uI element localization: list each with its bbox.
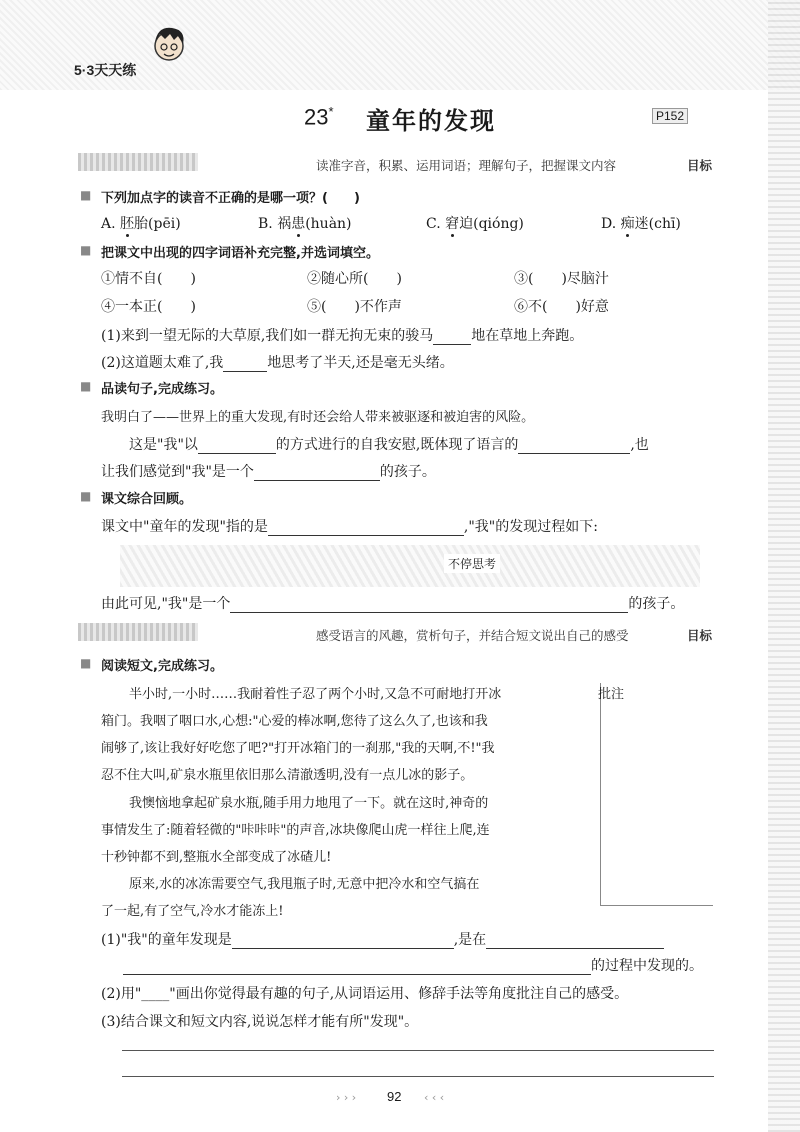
passage-line: 事情发生了:随着轻微的"咔咔咔"的声音,冰块像爬山虎一样往上爬,连: [101, 823, 490, 838]
q3-stem: 品读句子,完成练习。: [101, 382, 223, 397]
q5-marker: ■: [80, 656, 92, 670]
passage-line: 忍不住大叫,矿泉水瓶里依旧那么清澈透明,没有一点儿冰的影子。: [101, 768, 474, 783]
boy-mascot-icon: [148, 22, 190, 68]
q1-option-c: C. 窘迫(qióng): [426, 216, 524, 232]
footer-ornament-left: › › ›: [336, 1091, 357, 1104]
q2-s1-blank[interactable]: [433, 330, 471, 345]
section2-goal: 感受语言的风趣，赏析句子，并结合短文说出自己的感受: [316, 628, 629, 643]
q3-quote: 我明白了——世界上的重大发现,有时还会给人带来被驱逐和被迫害的风险。: [101, 410, 535, 425]
passage-line: 了一起,有了空气,冷水才能冻上!: [101, 904, 284, 919]
q4-blank-2[interactable]: [230, 598, 628, 613]
q1-marker: ■: [80, 188, 92, 202]
q3-blank-2[interactable]: [518, 439, 630, 454]
q3-line-2: 让我们感觉到"我"是一个 的孩子。: [101, 464, 436, 480]
process-flow-diagram: [120, 545, 700, 587]
passage-line: 箱门。我咽了咽口水,心想:"心爱的棒冰啊,您待了这么久了,也该和我: [101, 714, 488, 729]
answer-line[interactable]: [122, 1076, 714, 1077]
passage-line: 半小时,一小时……我耐着性子忍了两个小时,又急不可耐地打开冰: [129, 687, 502, 702]
section2-band: [78, 623, 198, 641]
q1-stem: 下列加点字的读音不正确的是哪一项？( ): [101, 191, 360, 206]
section1-goal: 读准字音，积累、运用词语；理解句子，把握课文内容: [316, 158, 617, 173]
page-title: 童年的发现: [366, 107, 496, 135]
q5-sub1-blank-3[interactable]: [123, 960, 591, 975]
page-number: 92: [387, 1089, 402, 1104]
lesson-number: 23*: [304, 104, 334, 130]
q2-marker: ■: [80, 243, 92, 257]
section1-goal-label: 目标: [687, 158, 713, 173]
q2-word-2: ②随心所( ): [307, 271, 402, 287]
q2-sentence-2: (2)这道题太难了,我 地思考了半天,还是毫无头绪。: [101, 355, 454, 371]
footer-ornament-right: ‹ ‹ ‹: [424, 1091, 445, 1104]
annotation-box[interactable]: [600, 683, 713, 906]
passage-line: 十秒钟都不到,整瓶水全部变成了冰碴儿!: [101, 850, 332, 865]
q1-option-b: B. 祸患(huàn): [258, 216, 352, 232]
flow-step-label: 不停思考: [444, 554, 500, 573]
section2-goal-label: 目标: [687, 628, 713, 643]
q2-word-4: ④一本正( ): [101, 299, 196, 315]
q4-stem: 课文综合回顾。: [101, 492, 193, 507]
q2-word-1: ①情不自( ): [101, 271, 196, 287]
q5-sub1-blank-1[interactable]: [232, 934, 454, 949]
q4-marker: ■: [80, 489, 92, 503]
q4-blank-1[interactable]: [268, 521, 464, 536]
q4-line-1: 课文中"童年的发现"指的是 ,"我"的发现过程如下:: [101, 519, 598, 535]
annotation-label: 批注: [598, 687, 625, 702]
q1-option-d: D. 痴迷(chī): [601, 216, 681, 232]
q5-sub1-blank-2[interactable]: [486, 934, 664, 949]
q3-line-1: 这是"我"以 的方式进行的自我安慰,既体现了语言的 ,也: [129, 437, 649, 453]
page-reference-badge: P152: [652, 108, 688, 124]
q5-sub-1-cont: 的过程中发现的。: [123, 955, 703, 975]
passage-line: 闹够了,该让我好好吃您了吧?"打开冰箱门的一刹那,"我的天啊,不!"我: [101, 741, 495, 756]
passage-line: 原来,水的冰冻需要空气,我甩瓶子时,无意中把冷水和空气搞在: [129, 877, 480, 892]
q5-sub-3: (3)结合课文和短文内容,说说怎样才能有所"发现"。: [101, 1014, 419, 1030]
q2-word-3: ③( )尽脑汁: [514, 271, 609, 287]
q5-sub-2: (2)用"____"画出你觉得最有趣的句子,从词语运用、修辞手法等角度批注自己的感受。: [101, 986, 629, 1002]
passage-line: 我懊恼地拿起矿泉水瓶,随手用力地甩了一下。就在这时,神奇的: [129, 796, 489, 811]
q3-marker: ■: [80, 379, 92, 393]
scan-edge: [768, 0, 800, 1132]
q2-sentence-1: (1)来到一望无际的大草原,我们如一群无拘无束的骏马 地在草地上奔跑。: [101, 328, 584, 344]
q5-sub-1: (1)"我"的童年发现是 ,是在: [101, 929, 664, 949]
q1-option-a: A. 胚胎(pēi): [101, 216, 181, 232]
q4-line-2: 由此可见,"我"是一个 的孩子。: [101, 596, 685, 612]
q2-word-6: ⑥不( )好意: [514, 299, 609, 315]
q2-stem: 把课文中出现的四字词语补充完整,并选词填空。: [101, 246, 379, 261]
q2-s2-blank[interactable]: [223, 357, 267, 372]
brand-label: 5·3天天练: [74, 62, 137, 78]
section1-band: [78, 153, 198, 171]
q2-word-5: ⑤( )不作声: [307, 299, 402, 315]
answer-line[interactable]: [122, 1050, 714, 1051]
q5-stem: 阅读短文,完成练习。: [101, 659, 223, 674]
q3-blank-3[interactable]: [254, 466, 380, 481]
q3-blank-1[interactable]: [198, 439, 276, 454]
